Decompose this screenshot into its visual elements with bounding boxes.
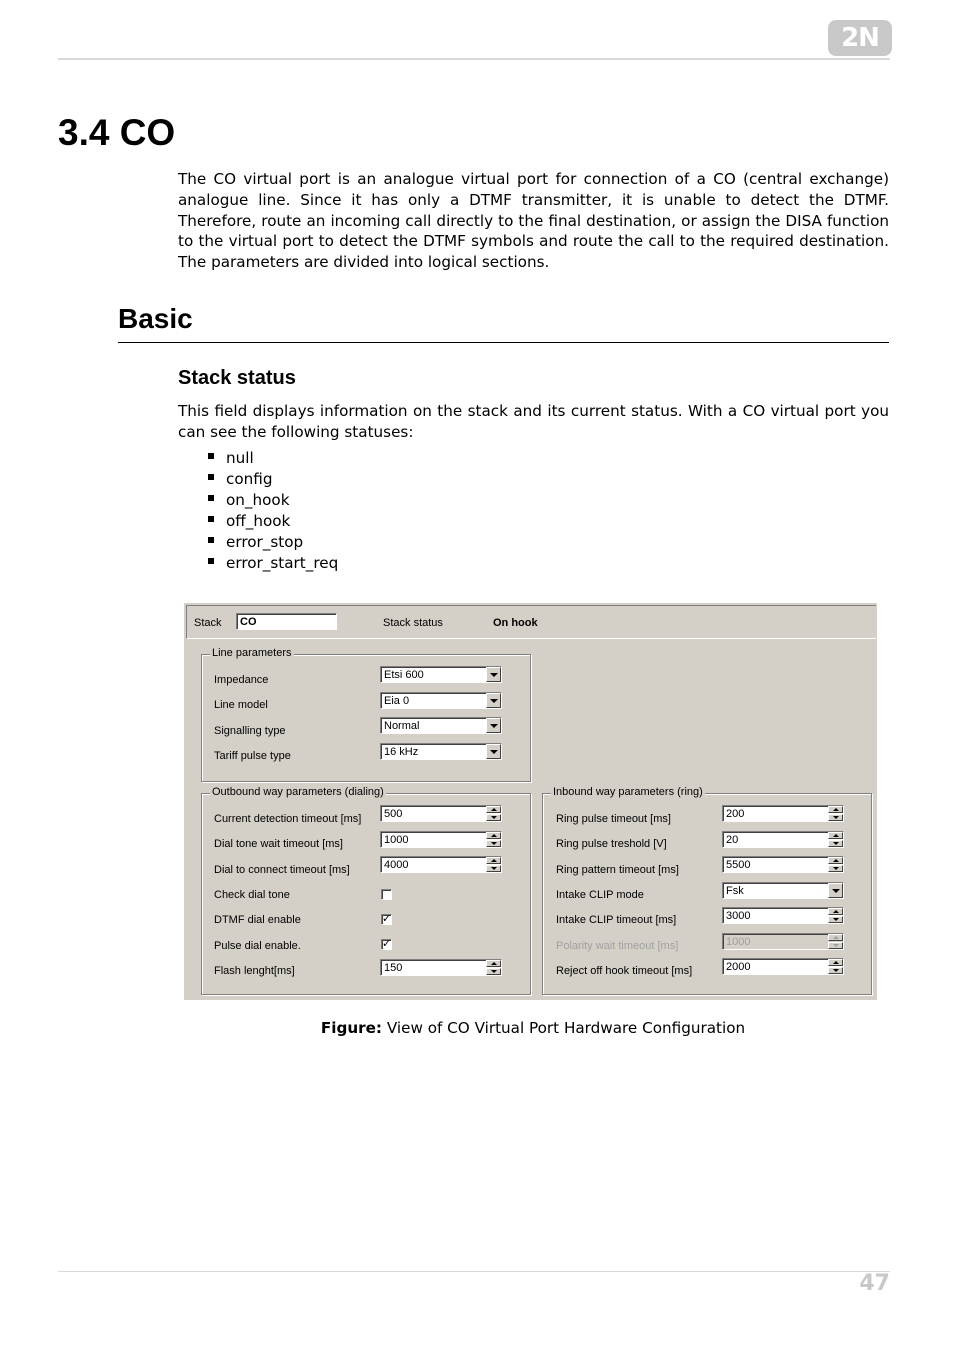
- dtmf-dial-enable-checkbox[interactable]: ✓: [382, 913, 392, 925]
- bullet-icon: [208, 558, 214, 564]
- bullet-icon: [208, 516, 214, 522]
- flash-length-input[interactable]: 150: [380, 959, 502, 976]
- outbound-title: Outbound way parameters (dialing): [212, 786, 384, 798]
- polarity-wait-timeout-input: 1000: [722, 933, 844, 950]
- stack-label: Stack: [194, 617, 222, 629]
- list-item: on_hook: [208, 490, 338, 511]
- ring-pattern-timeout-label: Ring pattern timeout [ms]: [556, 864, 679, 876]
- check-dial-tone-label: Check dial tone: [214, 889, 290, 901]
- spinner[interactable]: [828, 806, 843, 821]
- ring-pulse-treshold-input[interactable]: 20: [722, 831, 844, 848]
- dtmf-dial-enable-label: DTMF dial enable: [214, 914, 301, 926]
- check-dial-tone-checkbox[interactable]: [381, 889, 392, 900]
- figure-caption: Figure: View of CO Virtual Port Hardware Configuration: [320, 1019, 746, 1037]
- line-model-label: Line model: [214, 699, 268, 711]
- bullet-icon: [208, 537, 214, 543]
- flash-length-label: Flash lenght[ms]: [214, 965, 295, 977]
- list-item: off_hook: [208, 511, 338, 532]
- line-model-select[interactable]: Eia 0: [380, 692, 502, 709]
- impedance-label: Impedance: [214, 674, 269, 686]
- chevron-down-icon[interactable]: [486, 667, 501, 682]
- list-item: error_start_req: [208, 553, 338, 574]
- line-parameters-title: Line parameters: [212, 647, 292, 659]
- intake-clip-mode-label: Intake CLIP mode: [556, 889, 644, 901]
- spinner[interactable]: [486, 832, 501, 847]
- current-detection-label: Current detection timeout [ms]: [214, 813, 362, 825]
- status-list: [208, 448, 338, 574]
- co-config-screenshot: [184, 603, 877, 1000]
- ring-pulse-timeout-input[interactable]: 200: [722, 805, 844, 822]
- list-item: null: [208, 448, 338, 469]
- chevron-down-icon[interactable]: [486, 718, 501, 733]
- reject-off-hook-timeout-label: Reject off hook timeout [ms]: [556, 965, 693, 977]
- page-number: 47: [859, 1271, 890, 1296]
- stack-status-value: On hook: [493, 617, 538, 629]
- signalling-type-select[interactable]: Normal: [380, 717, 502, 734]
- spinner[interactable]: [828, 857, 843, 872]
- bullet-icon: [208, 495, 214, 501]
- dial-to-connect-label: Dial to connect timeout [ms]: [214, 864, 350, 876]
- impedance-select[interactable]: Etsi 600: [380, 666, 502, 683]
- ring-pattern-timeout-input[interactable]: 5500: [722, 856, 844, 873]
- spinner: [828, 934, 843, 949]
- list-item: error_stop: [208, 532, 338, 553]
- header-rule: [58, 58, 890, 60]
- tariff-pulse-type-label: Tariff pulse type: [214, 750, 291, 762]
- dial-tone-wait-label: Dial tone wait timeout [ms]: [214, 838, 343, 850]
- tariff-pulse-type-select[interactable]: 16 kHz: [380, 743, 502, 760]
- pulse-dial-enable-label: Pulse dial enable.: [214, 940, 301, 952]
- intro-paragraph: The CO virtual port is an analogue virtual port for connection of a CO (central exchange) analogue line. Since it has only a DTMF transmitter, it is unable to detect the DTMF. Therefore, route an incoming call directly to the final destination, or assign the DISA function to the virtual port to detect the DTMF symbols and route the call to the required destination. The parameters are divided into logical sections.: [178, 170, 889, 272]
- chevron-down-icon[interactable]: [828, 883, 843, 898]
- stack-status-paragraph: This field displays information on the stack and its current status. With a CO virtual port you can see the following statuses:: [178, 402, 889, 441]
- basic-heading: Basic: [118, 303, 193, 334]
- intake-clip-timeout-label: Intake CLIP timeout [ms]: [556, 914, 677, 926]
- spinner[interactable]: [828, 959, 843, 974]
- spinner[interactable]: [486, 960, 501, 975]
- bullet-icon: [208, 474, 214, 480]
- pulse-dial-enable-checkbox[interactable]: ✓: [382, 938, 392, 950]
- intake-clip-mode-select[interactable]: Fsk: [722, 882, 844, 899]
- stack-input[interactable]: CO: [236, 613, 337, 630]
- stack-status-label: Stack status: [383, 617, 443, 629]
- dial-to-connect-input[interactable]: 4000: [380, 856, 502, 873]
- basic-heading-rule: [118, 342, 889, 343]
- spinner[interactable]: [486, 857, 501, 872]
- spinner[interactable]: [828, 832, 843, 847]
- current-detection-input[interactable]: 500: [380, 805, 502, 822]
- section-title: 3.4 CO: [58, 112, 176, 153]
- ring-pulse-treshold-label: Ring pulse treshold [V]: [556, 838, 667, 850]
- chevron-down-icon[interactable]: [486, 693, 501, 708]
- reject-off-hook-timeout-input[interactable]: 2000: [722, 958, 844, 975]
- intake-clip-timeout-input[interactable]: 3000: [722, 907, 844, 924]
- signalling-type-label: Signalling type: [214, 725, 286, 737]
- stack-status-heading: Stack status: [178, 367, 296, 389]
- dial-tone-wait-input[interactable]: 1000: [380, 831, 502, 848]
- inbound-title: Inbound way parameters (ring): [553, 786, 703, 798]
- polarity-wait-timeout-label: Polarity wait timeout [ms]: [556, 940, 679, 952]
- spinner[interactable]: [486, 806, 501, 821]
- footer-rule: [58, 1271, 890, 1272]
- spinner[interactable]: [828, 908, 843, 923]
- chevron-down-icon[interactable]: [486, 744, 501, 759]
- brand-logo: 2N: [828, 20, 892, 56]
- ring-pulse-timeout-label: Ring pulse timeout [ms]: [556, 813, 671, 825]
- list-item: config: [208, 469, 338, 490]
- bullet-icon: [208, 453, 214, 459]
